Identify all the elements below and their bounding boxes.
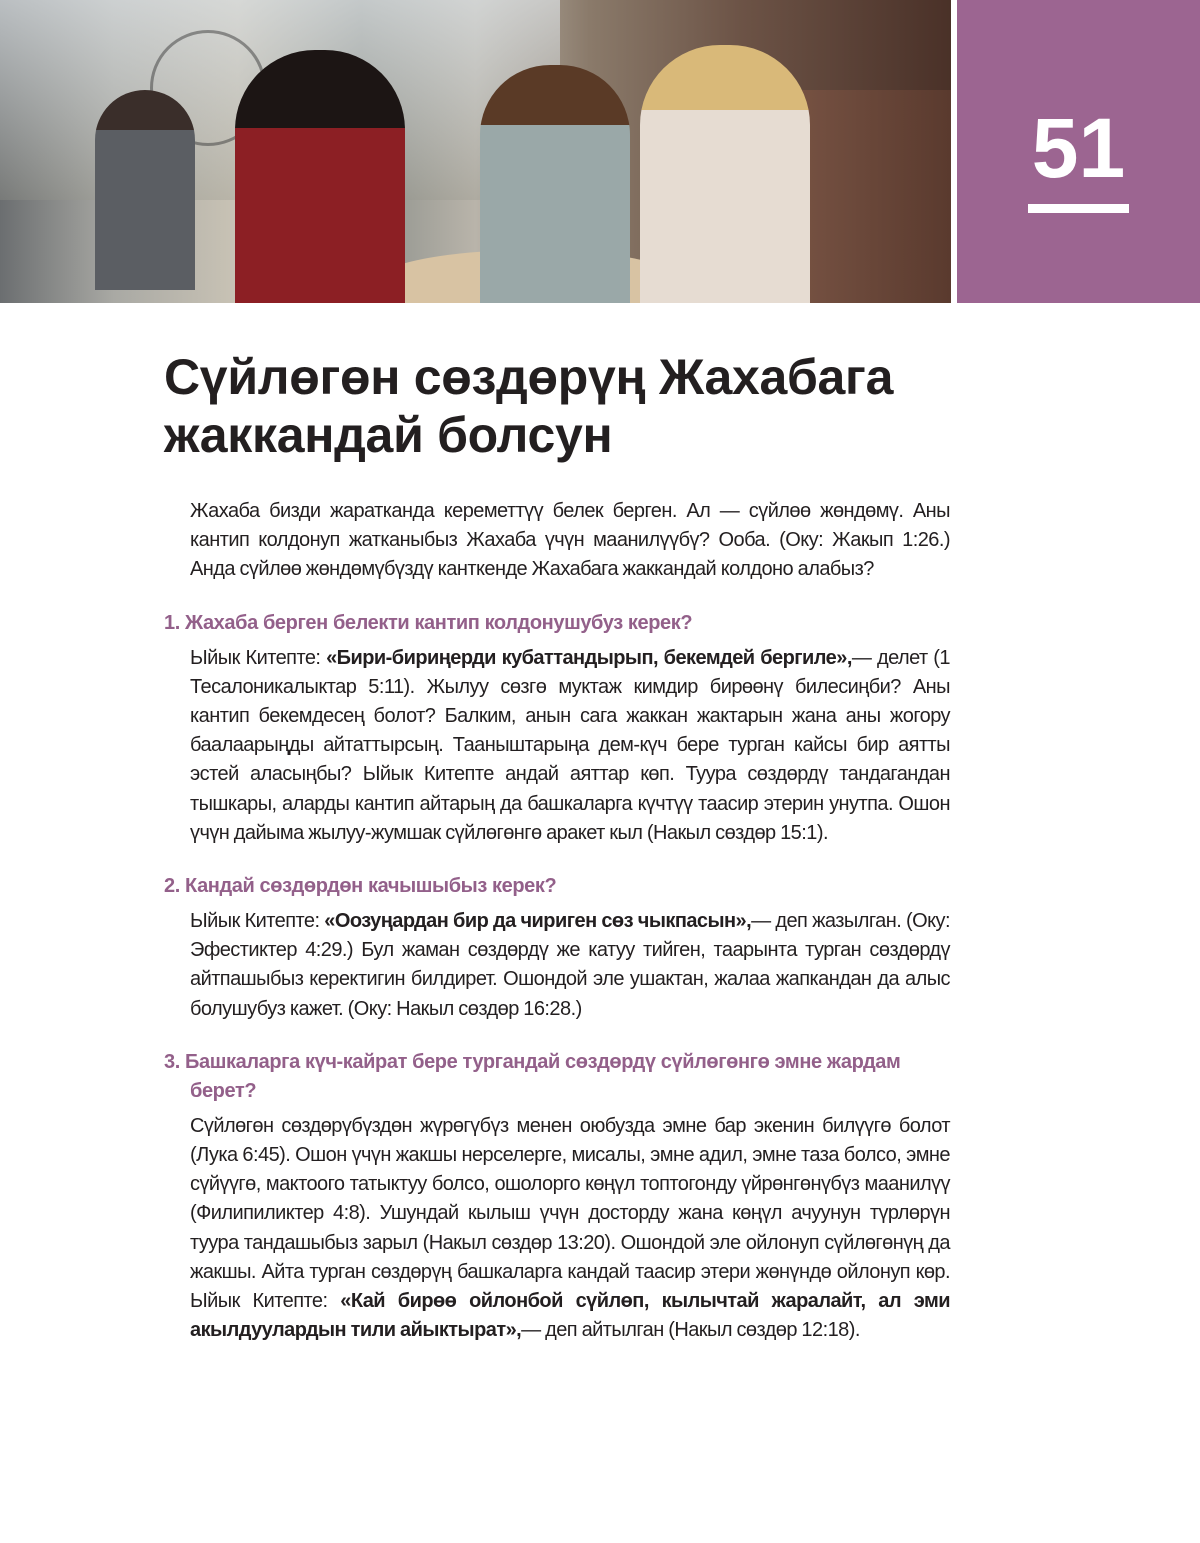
intro-paragraph: Жахаба бизди жаратканда кереметтүү белек берген. Ал — сүйлөө жөндөмү. Аны кантип колдонуп жатканыбыз Жахаба үчүн маанилүүбү? Ооба. (Оку: Жакып 1:26.) Анда сүйлөө жөндөмүбүздү канткенде Жахабага жаккандай колдоно алабыз? xyxy=(190,500,950,581)
text: Сүйлөгөн сөздөрүбүздөн жүрөгүбүз менен оюбузда эмне бар экенин билүүгө болот (Лука 6:45). Ошон үчүн жакшы нерселерге, мисалы, эмне адил, эмне таза болсо, эмне сүйүүгө, мактоого татыктуу болсо, ошолорго көңүл топтогонду үйрөнгөнүбүз маанилүү (Филипиликтер 4:8). Ушундай кылыш үчүн досторду жана көңүл ачуунун түрлөрүн туура тандашыбыз зарыл (Накыл сөздөр 13:20). Ошондой эле ойлонуп сүйлөгөнүң да жакшы. Айта турган сөздөрүң башкаларга кандай таасир этери жөнүндө ойлонуп көр. Ыйык Китепте: xyxy=(190,1114,950,1313)
lesson-number-box xyxy=(957,0,1200,303)
text: Ыйык Китепте: xyxy=(190,910,325,933)
header-photo xyxy=(0,0,951,303)
text: — деп айтылган (Накыл сөздөр 12:18). xyxy=(521,1319,860,1342)
person-left xyxy=(235,50,405,303)
text: — делет (1 Тесалоникалыктар 5:11). Жылуу сөзгө муктаж кимдир бирөөнү билесиңби? Аны кантип бекемдесең болот? Балким, анын сага жаккан жактарын жана аны жогору баалаарыңды айтаттырсың. Тааныштарыңа дем-күч бере турган кайсы бир аятты эстей аласыңбы? Ыйык Китепте андай аяттар көп. Туура сөздөрдү тандагандан тышкары, аларды кантип айтарың да башкаларга күчтүү таасир этерин унутпа. Ошон үчүн дайыма жылуу-жумшак сүйлөгөнгө аракет кыл (Накыл сөздөр 15:1). xyxy=(190,646,950,844)
scripture-quote: «Бири-бириңерди кубаттандырып, бекемдей бергиле», xyxy=(326,646,852,669)
section-paragraph-2 xyxy=(190,907,950,1024)
person-background xyxy=(95,90,195,290)
section-paragraph-1 xyxy=(190,644,950,848)
section-heading-1: 1. Жахаба берген белекти кантип колдонушубуз керек? xyxy=(164,611,693,634)
lesson-number: 51 xyxy=(1031,101,1126,195)
section-heading-2: 2. Кандай сөздөрдөн качышыбыз керек? xyxy=(164,875,557,898)
text: — деп жазылган. (Оку: Эфестиктер 4:29.) Бул жаман сөздөрдү же катуу тийген, таарынта турган сөздөрдү айтпашыбыз керектигин билдирет. Ошондой эле ушактан, жалаа жапкандан да алыс болушубуз кажет. (Оку: Накыл сөздөр 16:28.) xyxy=(190,910,950,1020)
section-heading-3: 3. Башкаларга күч-кайрат бере тургандай сөздөрдү сүйлөгөнгө эмне жардам берет? xyxy=(164,1050,901,1102)
text: Ыйык Китепте: xyxy=(190,646,327,669)
content xyxy=(164,497,950,1345)
scripture-quote: «Кай бирөө ойлонбой сүйлөп, кылычтай жаралайт, ал эми акылдуулардын тили айыктырат», xyxy=(190,1290,950,1342)
person-middle xyxy=(480,65,630,303)
person-right xyxy=(640,45,810,303)
scripture-quote: «Оозуңардан бир да чириген сөз чыкпасын», xyxy=(324,910,752,933)
lesson-number-underline xyxy=(1028,204,1129,213)
page-title: Сүйлөгөн сөздөрүң Жахабага жаккандай болсун xyxy=(164,349,894,463)
section-paragraph-3 xyxy=(190,1112,950,1346)
